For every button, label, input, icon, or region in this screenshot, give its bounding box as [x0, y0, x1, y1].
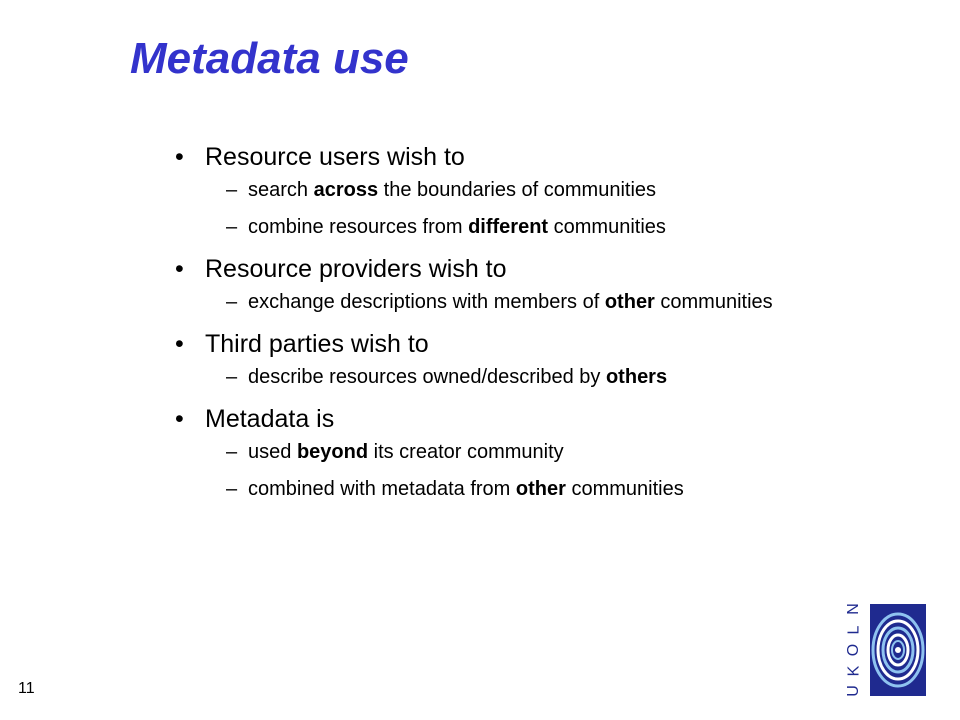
emphasis-text: other [604, 291, 655, 313]
sub-bullet-text: the boundaries of communities [378, 179, 657, 201]
sub-bullet-list [205, 440, 875, 501]
sub-bullet-text: exchange descriptions with members of [248, 291, 605, 313]
bullet-item [175, 327, 875, 389]
bullet-item [175, 252, 875, 314]
logo-letter: L [845, 625, 862, 634]
logo-wordmark [842, 600, 866, 700]
slide-title: Metadata use [130, 34, 409, 83]
sub-bullet-text: combine resources from [248, 216, 469, 238]
sub-bullet-text: used [248, 441, 297, 463]
bullet-dot-icon: • [175, 255, 184, 283]
bullet-list [175, 140, 875, 514]
bullet-text: Resource providers wish to [205, 255, 507, 283]
sub-bullet-list [205, 365, 875, 389]
sub-bullet-list [205, 290, 875, 314]
ukoln-logo [842, 600, 930, 700]
dash-icon: – [226, 366, 238, 388]
emphasis-text: others [605, 366, 668, 388]
sub-bullet-text: communities [654, 291, 773, 313]
sub-bullet-text: describe resources owned/described by [248, 366, 606, 388]
sub-bullet-item [205, 178, 808, 202]
dash-icon: – [226, 441, 238, 463]
bullet-dot-icon: • [175, 330, 184, 358]
bullet-item [175, 402, 875, 501]
logo-letter: K [844, 665, 862, 676]
sub-bullet-text: communities [565, 478, 684, 500]
emphasis-text: beyond [296, 441, 369, 463]
bullet-text: Resource users wish to [205, 143, 465, 171]
sub-bullet-text: its creator community [368, 441, 564, 463]
dash-icon: – [226, 291, 238, 313]
dash-icon: – [226, 478, 238, 500]
sub-bullet-text: combined with metadata from [248, 478, 516, 500]
sub-bullet-list [205, 178, 875, 239]
bullet-dot-icon: • [175, 405, 184, 433]
logo-letter: U [845, 685, 862, 697]
dash-icon: – [226, 216, 238, 238]
dash-icon: – [226, 179, 238, 201]
sub-bullet-item [205, 440, 808, 464]
sub-bullet-item [205, 290, 808, 314]
emphasis-text: different [468, 216, 549, 238]
sub-bullet-text: search [248, 179, 314, 201]
sub-bullet-item [205, 365, 808, 389]
bullet-text: Third parties wish to [205, 330, 429, 358]
bullet-dot-icon: • [175, 143, 184, 171]
bullet-item [175, 140, 875, 239]
emphasis-text: other [515, 478, 566, 500]
sub-bullet-text: communities [548, 216, 666, 238]
emphasis-text: across [313, 179, 379, 201]
sub-bullet-item [205, 477, 808, 501]
slide-number: 11 [18, 680, 35, 697]
logo-letter: O [844, 643, 862, 657]
sub-bullet-item [205, 215, 808, 239]
bullet-text: Metadata is [205, 405, 335, 433]
logo-letter: N [845, 603, 862, 615]
ukoln-eye-logo-icon [870, 604, 926, 696]
